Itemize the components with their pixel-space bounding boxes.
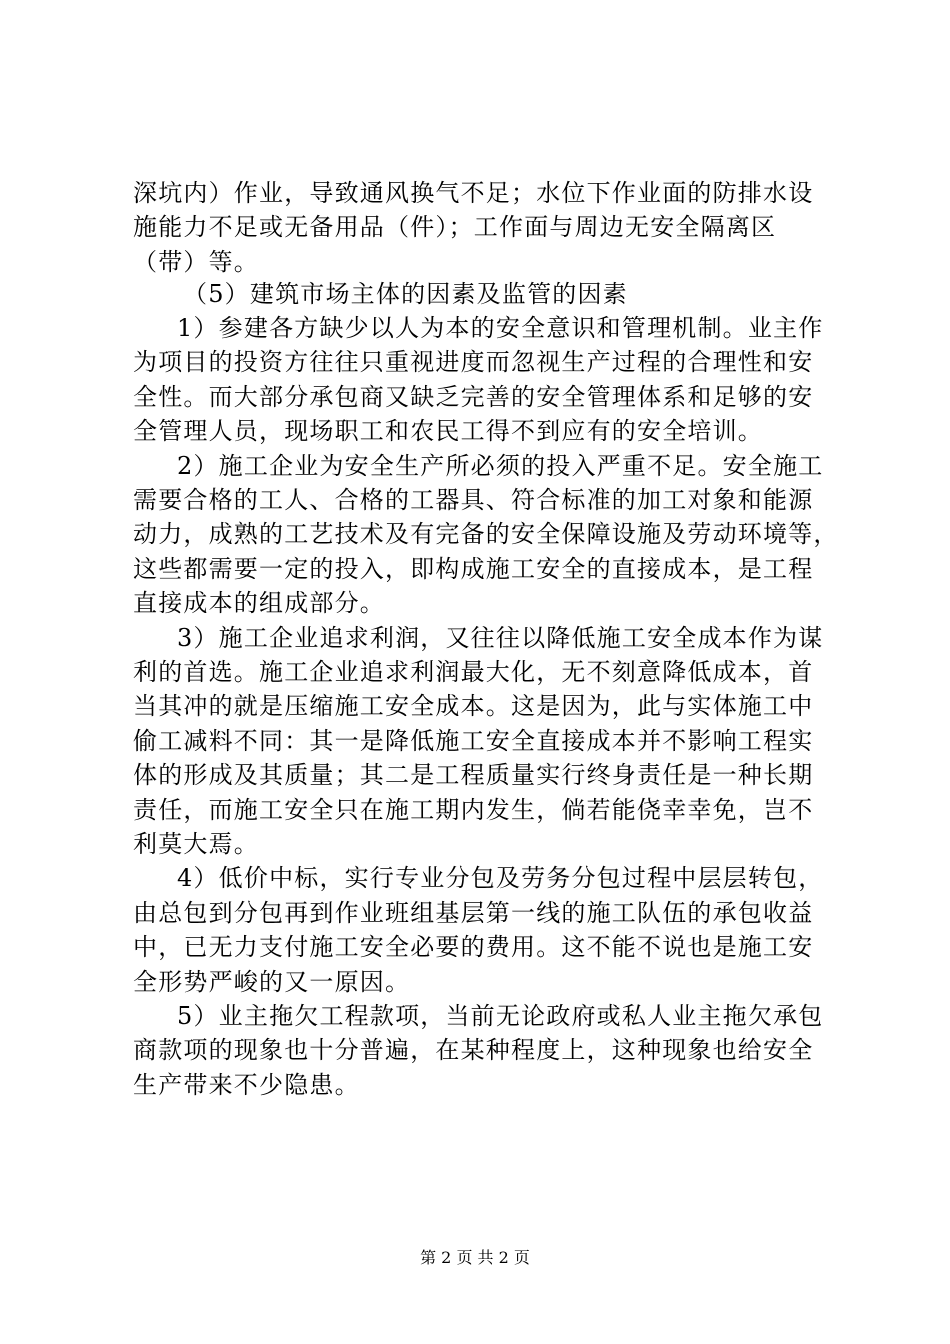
text-line: 2）施工企业为安全生产所必须的投入严重不足。安全施工 — [177, 452, 824, 480]
text-line: 责任，而施工安全只在施工期内发生，倘若能侥幸幸免，岂不 — [133, 796, 814, 824]
text-line: 中，已无力支付施工安全必要的费用。这不能不说也是施工安 — [133, 933, 814, 961]
text-line: 当其冲的就是压缩施工安全成本。这是因为，此与实体施工中 — [133, 692, 814, 720]
text-line: 全形势严峻的又一原因。 — [133, 968, 411, 996]
text-line: 深坑内）作业，导致通风换气不足；水位下作业面的防排水设 — [133, 179, 814, 207]
text-line: 5）业主拖欠工程款项，当前无论政府或私人业主拖欠承包 — [177, 1002, 824, 1030]
text-line: 直接成本的组成部分。 — [133, 589, 385, 617]
text-line: 生产带来不少隐患。 — [133, 1071, 360, 1099]
text-line: 3）施工企业追求利润，又往往以降低施工安全成本作为谋 — [177, 624, 824, 652]
text-line: 这些都需要一定的投入，即构成施工安全的直接成本，是工程 — [133, 555, 814, 583]
text-line: 利的首选。施工企业追求利润最大化，无不刻意降低成本，首 — [133, 658, 814, 686]
text-line: 动力，成熟的工艺技术及有完备的安全保障设施及劳动环境等， — [133, 520, 839, 548]
text-line: 4）低价中标，实行专业分包及劳务分包过程中层层转包， — [177, 864, 824, 892]
text-line: 利莫大焉。 — [133, 830, 259, 858]
text-line: 体的形成及其质量；其二是工程质量实行终身责任是一种长期 — [133, 761, 814, 789]
text-line: 偷工减料不同：其一是降低施工安全直接成本并不影响工程实 — [133, 727, 814, 755]
text-line: 全性。而大部分承包商又缺乏完善的安全管理体系和足够的安 — [133, 383, 814, 411]
text-line: 为项目的投资方往往只重视进度而忽视生产过程的合理性和安 — [133, 348, 814, 376]
text-line: 由总包到分包再到作业班组基层第一线的施工队伍的承包收益 — [133, 899, 814, 927]
text-line: 全管理人员，现场职工和农民工得不到应有的安全培训。 — [133, 417, 763, 445]
section-heading: （5）建筑市场主体的因素及监管的因素 — [183, 280, 628, 308]
page-number: 第 2 页 共 2 页 — [420, 1248, 530, 1267]
text-line: （带）等。 — [133, 248, 259, 276]
text-line: 施能力不足或无备用品（件）；工作面与周边无安全隔离区 — [133, 213, 777, 241]
text-line: 1）参建各方缺少以人为本的安全意识和管理机制。业主作 — [177, 314, 824, 342]
page-footer — [0, 1248, 950, 1268]
text-line: 商款项的现象也十分普遍，在某种程度上，这种现象也给安全 — [133, 1036, 814, 1064]
text-line: 需要合格的工人、合格的工器具、符合标准的加工对象和能源 — [133, 486, 814, 514]
